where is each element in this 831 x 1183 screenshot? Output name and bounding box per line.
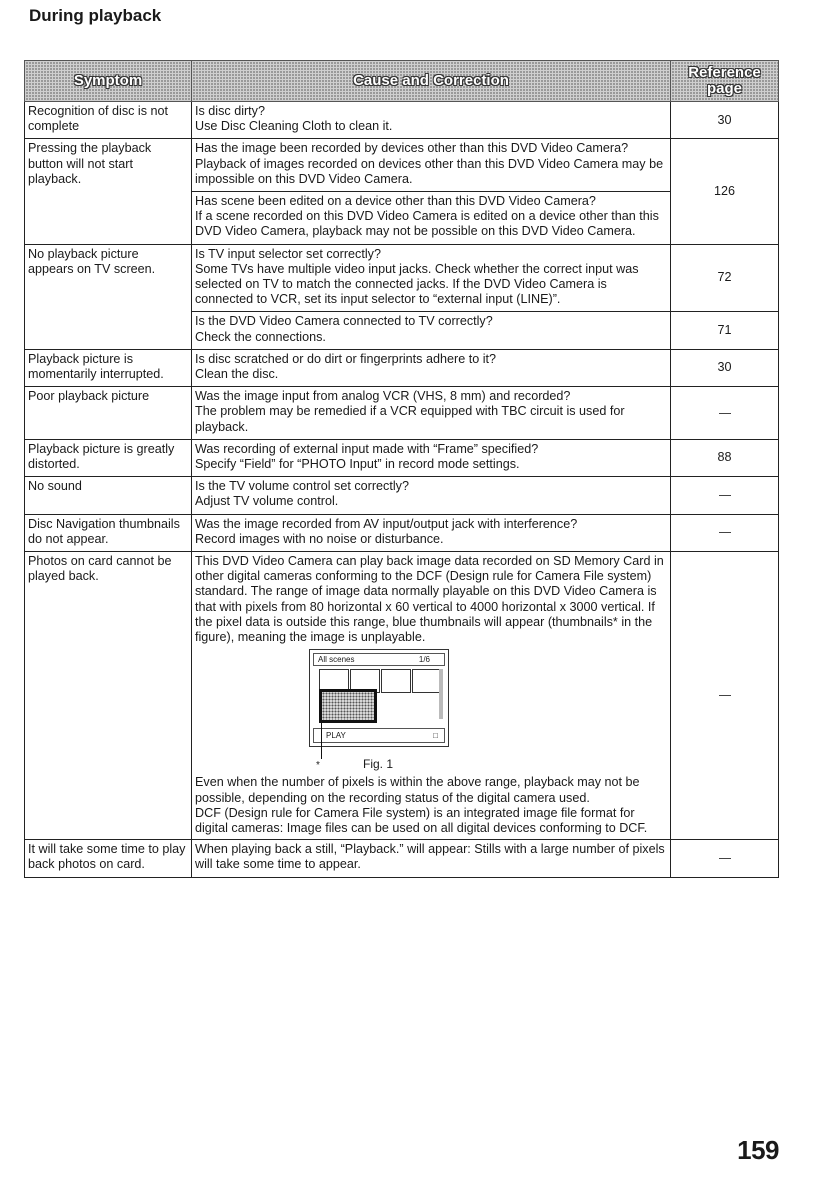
table-row: [25, 477, 779, 514]
thumbnail-icon: [381, 669, 411, 693]
cause-block: [192, 515, 670, 551]
cause-block: [192, 387, 670, 439]
figure-1: [195, 649, 666, 775]
reference-cell: 30: [671, 349, 779, 386]
screen-bottom-bar: [313, 728, 445, 743]
figure-caption: Fig. 1: [363, 757, 394, 772]
cause-text: If a scene recorded on this DVD Video Camera is edited on a device other than this DVD Video Camera, playback may not be possible on this DVD Video Camera.: [195, 209, 659, 239]
cause-text: Is the TV volume control set correctly?: [195, 479, 409, 494]
play-label: PLAY: [326, 731, 346, 741]
cause-correction-cell: [192, 244, 671, 312]
header-reference-page: Reference page: [671, 61, 779, 102]
cause-block: [192, 350, 670, 386]
table-row: [25, 840, 779, 877]
reference-cell: [671, 387, 779, 440]
cause-text: DCF (Design rule for Camera File system) is an integrated image file format for digital cameras: Image files can be used on all digital devices conforming to DCF.: [195, 805, 648, 835]
no-reference-dash: [719, 695, 731, 696]
cause-block: [192, 245, 670, 312]
cause-text: Playback of images recorded on devices other than this DVD Video Camera may be impossible on this DVD Video Camera.: [195, 156, 664, 186]
reference-cell: 72: [671, 244, 779, 312]
symptom-cell: Poor playback picture: [25, 387, 192, 440]
cause-correction-cell: [192, 139, 671, 244]
callout-line: [321, 717, 322, 759]
cause-text: Was the image recorded from AV input/output jack with interference?: [195, 516, 578, 531]
cause-block: [192, 552, 670, 839]
no-reference-dash: [719, 495, 731, 496]
cause-text: Clean the disc.: [195, 367, 279, 382]
cause-correction-cell: [192, 439, 671, 476]
section-title: During playback: [29, 6, 162, 25]
cause-text: When playing back a still, “Playback.” will appear: Stills with a large number of pixels will take some time to appear.: [195, 842, 665, 872]
cause-correction-cell: [192, 387, 671, 440]
symptom-cell: No playback picture appears on TV screen.: [25, 244, 192, 349]
cause-block: [192, 102, 670, 138]
cause-text: Is disc dirty?: [195, 104, 265, 118]
cause-text: Is the DVD Video Camera connected to TV correctly?: [195, 314, 493, 329]
cause-text: This DVD Video Camera can play back image data recorded on SD Memory Card in other digital cameras conforming to the DCF (Design rule for Camera File system) standard. The range of image data normally playable on this DVD Video Camera is that with pixels from 80 horizontal x 60 vertical to 4000 horizontal x 3000 vertical. If the pixel data is outside this range, blue thumbnails will appear (thumbnails* in the figure), meaning the image is unplayable.: [195, 554, 664, 645]
cause-block: [192, 477, 670, 513]
symptom-cell: Recognition of disc is not complete: [25, 102, 192, 139]
cause-text: Adjust TV volume control.: [195, 494, 339, 509]
table-row: [25, 439, 779, 476]
symptom-cell: It will take some time to play back photos on card.: [25, 840, 192, 877]
symptom-cell: No sound: [25, 477, 192, 514]
table-row: [25, 514, 779, 551]
header-cause-correction: Cause and Correction: [192, 61, 671, 102]
reference-cell: [671, 514, 779, 551]
no-reference-dash: [719, 532, 731, 533]
cause-text: Record images with no noise or disturbance.: [195, 531, 444, 546]
table-header-row: [25, 61, 779, 102]
symptom-cell: Photos on card cannot be played back.: [25, 552, 192, 840]
thumbnail-icon: [412, 669, 442, 693]
cause-correction-cell: [192, 349, 671, 386]
cause-block: [192, 840, 670, 876]
reference-cell: 30: [671, 102, 779, 139]
reference-cell: 71: [671, 312, 779, 349]
table-row: [25, 387, 779, 440]
cause-text: Was the image input from analog VCR (VHS, 8 mm) and recorded?: [195, 389, 571, 404]
screen-counter: 1/6: [418, 655, 430, 665]
cause-correction-cell: [192, 477, 671, 514]
cause-block: [192, 191, 670, 244]
symptom-cell: Playback picture is momentarily interrupted.: [25, 349, 192, 386]
cause-text: Is disc scratched or do dirt or fingerprints adhere to it?: [195, 351, 496, 366]
menu-icon: □: [433, 731, 438, 741]
no-reference-dash: [719, 858, 731, 859]
table-row: [25, 349, 779, 386]
screen-title-bar: [313, 653, 445, 666]
cause-text: Was recording of external input made with “Frame” specified?: [195, 441, 539, 456]
reference-cell: 88: [671, 439, 779, 476]
cause-correction-cell: [192, 840, 671, 877]
troubleshooting-table: [24, 60, 779, 878]
header-symptom: Symptom: [25, 61, 192, 102]
cause-correction-cell: [192, 102, 671, 139]
table-row: [25, 139, 779, 244]
scrollbar: [439, 669, 443, 719]
callout-asterisk: *: [316, 760, 320, 772]
no-reference-dash: [719, 413, 731, 414]
reference-cell: [671, 477, 779, 514]
cause-correction-cell: [192, 552, 671, 840]
cause-text: Has scene been edited on a device other than this DVD Video Camera?: [195, 194, 596, 209]
disc-navigation-screen: [309, 649, 449, 747]
table-row: [25, 102, 779, 139]
page-number: 159: [737, 1135, 779, 1165]
cause-block: [192, 312, 670, 348]
symptom-cell: Pressing the playback button will not start playback.: [25, 139, 192, 244]
cause-text: Specify “Field” for “PHOTO Input” in record mode settings.: [195, 457, 520, 472]
cause-text: Is TV input selector set correctly?: [195, 246, 381, 261]
screen-title: All scenes: [318, 655, 355, 665]
cause-text: Even when the number of pixels is within the above range, playback may not be possible, depending on the recording status of the digital camera used.: [195, 775, 640, 805]
cause-correction-cell: [192, 312, 671, 349]
reference-cell: [671, 552, 779, 840]
reference-cell: 126: [671, 139, 779, 244]
cause-correction-cell: [192, 514, 671, 551]
cause-text: Some TVs have multiple video input jacks. Check whether the correct input was selected on TV to match the connected jacks. If the DVD Video Camera is connected to VCR, set its input selector to “external input (LINE)”.: [195, 261, 639, 307]
cause-block: [192, 440, 670, 476]
cause-text: The problem may be remedied if a VCR equipped with TBC circuit is used for playback.: [195, 404, 625, 434]
cause-block: [192, 139, 670, 191]
symptom-cell: Playback picture is greatly distorted.: [25, 439, 192, 476]
table-row: [25, 552, 779, 840]
cause-text: Use Disc Cleaning Cloth to clean it.: [195, 119, 393, 134]
cause-text: Check the connections.: [195, 329, 326, 344]
symptom-cell: Disc Navigation thumbnails do not appear.: [25, 514, 192, 551]
unplayable-thumbnail: [319, 689, 377, 723]
table-row: [25, 244, 779, 312]
reference-cell: [671, 840, 779, 877]
cause-text: Has the image been recorded by devices other than this DVD Video Camera?: [195, 141, 629, 156]
